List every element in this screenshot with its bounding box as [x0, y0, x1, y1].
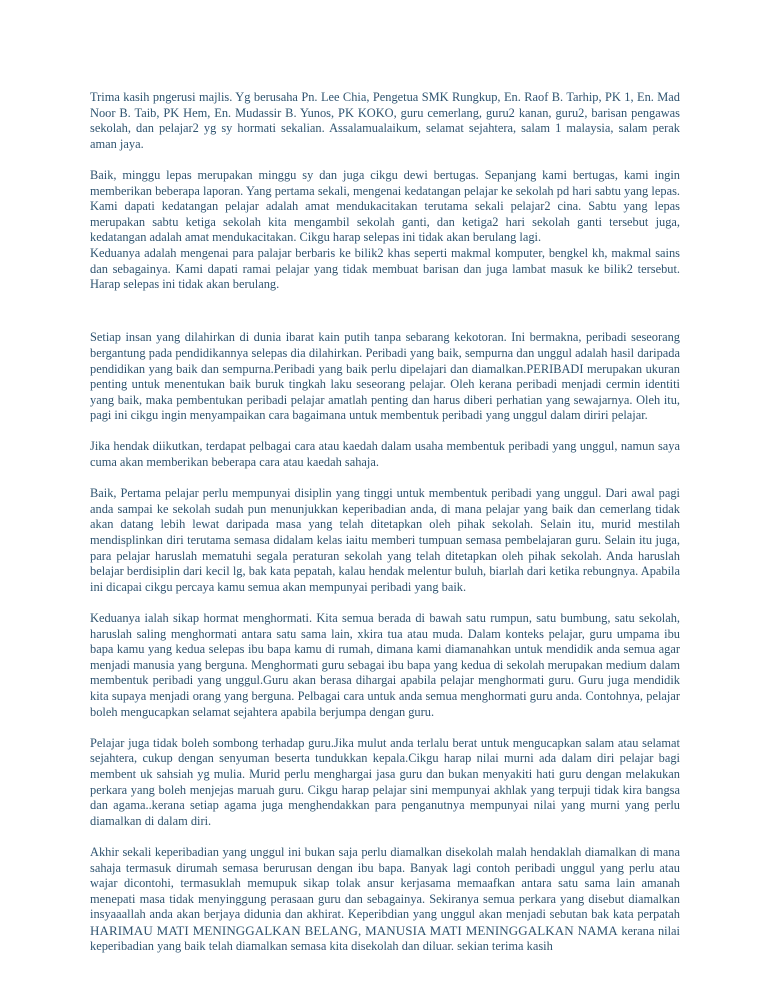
methods-paragraph: Jika hendak diikutkan, terdapat pelbagai cara atau kaedah dalam usaha membentuk peribadi yang unggul, namun saya cuma akan memberikan beberapa cara atau kaedah sahaja.	[90, 439, 680, 470]
greeting-paragraph: Trima kasih pngerusi majlis. Yg berusaha Pn. Lee Chia, Pengetua SMK Rungkup, En. Raof B. Tarhip, PK 1, En. Mad Noor B. Taib, PK Hem, En. Mudassir B. Yunos, PK KOKO, guru cemerlang, guru2 kanan, guru2, barisan pengawas sekolah, dan pelajar2 yg sy hormati sekalian. Assalamualaikum, selamat sejahtera, salam 1 malaysia, salam perak aman jaya.	[90, 90, 680, 151]
closing-text-start: Akhir sekali keperibadian yang unggul ini bukan saja perlu diamalkan disekolah malah hendaklah diamalkan di mana sahaja termasuk dirumah semasa berurusan dengan ibu bapa. Banyak lagi contoh peribadi unggul yang perlu atau wajar dicontohi, termasuklah memupuk sikap tolak ansur kerjasama memaafkan antara satu sama lain amanah menepati masa tidak menyinggung perasaan guru dan sebagainya. Sekiranya semua perkara yang disebut diamalkan insyaaallah anda akan berjaya didunia dan akhirat. Keperibdian yang unggul akan menjadi sebutan bak kata perpatah	[90, 844, 680, 922]
section-gap	[90, 308, 680, 330]
report-paragraph: Baik, minggu lepas merupakan minggu sy dan juga cikgu dewi bertugas. Sepanjang kami bertugas, kami ingin memberikan beberapa laporan. Yang pertama sekali, mengenai kedatangan pelajar ke sekolah pd hari sabtu yang lepas. Kami dapati kedatangan pelajar adalah amat mendukacitakan terutama sekali pelajar2 cina. Sabtu yang lepas merupakan sabtu ketiga sekolah kita mengambil sekolah ganti, dan ketiga2 hari sekolah ganti tersebut juga, kedatangan adalah amat mendukacitakan. Cikgu harap selepas ini tidak akan berulang lagi.	[90, 167, 680, 245]
intro-paragraph: Setiap insan yang dilahirkan di dunia ibarat kain putih tanpa sebarang kekotoran. Ini bermakna, peribadi seseorang bergantung pada pendidikannya selepas dia dilahirkan. Peribadi yang baik, sempurna dan unggul adalah hasil daripada pendidikan yang baik dan sempurna.Peribadi yang baik perlu dipelajari dan diamalkan.PERIBADI merupakan ukuran penting untuk menentukan baik buruk tingkah laku seseorang pelajar. Oleh kerana peribadi menjadi cermin identiti yang baik, maka pembentukan peribadi pelajar amatlah penting dan harus diberi perhatian yang sewajarnya. Oleh itu, pagi ini cikgu ingin menyampaikan cara bagaimana untuk membentuk peribadi yang unggul dalam diriri pelajar.	[90, 330, 680, 423]
proverb-text: HARIMAU MATI MENINGGALKAN BELANG, MANUSIA MATI MENINGGALKAN NAMA	[90, 922, 618, 938]
closing-text-end: kerana nilai keperibadian yang baik telah diamalkan semasa kita disekolah dan diluar. sekian terima kasih	[90, 923, 680, 954]
document-page	[90, 90, 680, 971]
discipline-paragraph: Baik, Pertama pelajar perlu mempunyai disiplin yang tinggi untuk membentuk peribadi yang unggul. Dari awal pagi anda sampai ke sekolah sudah pun menunjukkan keperibadian anda, di mana pelajar yang baik dan cemerlang tidak akan datang lebih lewat daripada masa yang telah ditetapkan oleh pihak sekolah. Selain itu, murid mestilah mendisplinkan diri terutama semasa didalam kelas iaitu memberi tumpuan semasa pembelajaran guru. Selain itu juga, para pelajar haruslah mematuhi segala peraturan sekolah yang telah ditetapkan oleh pihak sekolah. Anda haruslah belajar berdisiplin dari kecil lg, bak kata pepatah, kalau hendak melentur buluh, biarlah dari ketika rebungnya. Apabila ini dicapai cikgu percaya kamu semua akan mempunyai peribadi yang baik.	[90, 486, 680, 594]
respect-paragraph: Keduanya ialah sikap hormat menghormati. Kita semua berada di bawah satu rumpun, satu bumbung, satu sekolah, haruslah saling menghormati antara satu sama lain, xkira tua atau muda. Dalam konteks pelajar, guru umpama ibu bapa kamu yang kedua selepas ibu bapa kamu di rumah, dimana kami diamanahkan untuk mendidik anda semua agar menjadi manusia yang berguna. Menghormati guru sebagai ibu bapa yang kedua di sekolah merupakan medium dalam membentuk peribadi yang unggul.Guru akan berasa dihargai apabila pelajar menghormati guru. Guru juga mendidik kita supaya menjadi orang yang berguna. Pelbagai cara untuk anda semua menghormati guru anda. Contohnya, pelajar boleh mengucapkan selamat sejahtera apabila berjumpa dengan guru.	[90, 611, 680, 719]
humility-paragraph: Pelajar juga tidak boleh sombong terhadap guru.Jika mulut anda terlalu berat untuk mengucapkan salam atau selamat sejahtera, cukup dengan senyuman beserta tundukkan kepala.Cikgu harap nilai murni ada dalam diri pelajar bagi membent uk sahsiah yg mulia. Murid perlu menghargai jasa guru dan bukan menyakiti hati guru dengan melakukan perkara yang boleh menjejas maruah guru. Cikgu harap pelajar sini mempunyai akhlak yang terpuji tidak kira bangsa dan agama..kerana setiap agama juga menghendakkan para penganutnya mempunyai nilai yang murni yang perlu diamalkan di dalam diri.	[90, 735, 680, 828]
closing-paragraph	[90, 845, 680, 955]
report-paragraph-2: Keduanya adalah mengenai para palajar berbaris ke bilik2 khas seperti makmal komputer, bengkel kh, makmal sains dan sebagainya. Kami dapati ramai pelajar yang tidak membuat barisan dan juga lambat masuk ke bilik2 tersebut. Harap selepas ini tidak akan berulang.	[90, 245, 680, 292]
